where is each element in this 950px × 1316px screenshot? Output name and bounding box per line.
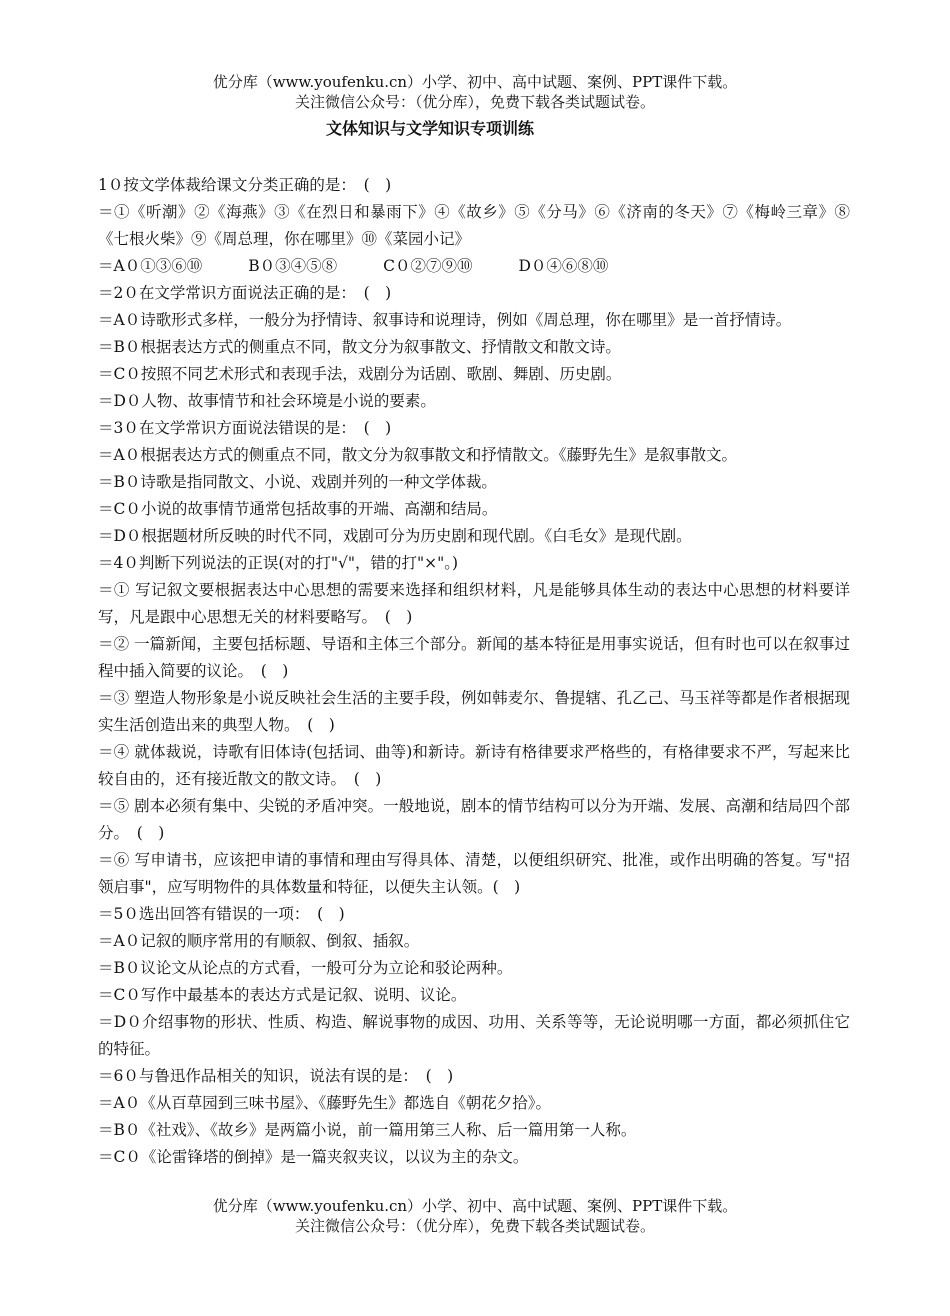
question-line: ＝4０判断下列说法的正误(对的打"√"，错的打"×"。) (98, 554, 459, 572)
question-line: ＝B０诗歌是指同散文、小说、戏剧并列的一种文学体裁。 (98, 473, 497, 491)
footer-line-2: 关注微信公众号：（优分库），免费下载各类试题试卷。 (294, 1217, 655, 1235)
question-line: ＝⑤ 剧本必须有集中、尖锐的矛盾冲突。一般地说，剧本的情节结构可以分为开端、发展、高潮和结局四个部分。 ( ) (98, 797, 850, 842)
question-line: ＝⑥ 写申请书，应该把申请的事情和理由写得具体、清楚，以便组织研究、批准，或作出明确的答复。写"招领启事"，应写明物件的具体数量和特征，以便失主认领。( ) (98, 851, 850, 896)
question-line: ＝C０按照不同艺术形式和表现手法，戏剧分为话剧、歌剧、舞剧、历史剧。 (98, 365, 622, 383)
options-row (98, 253, 850, 280)
question-line: ＝①《听潮》②《海燕》③《在烈日和暴雨下》④《故乡》⑤《分马》⑥《济南的冬天》⑦《梅岭三章》⑧《七根火柴》⑨《周总理，你在哪里》⑩《菜园小记》 (98, 203, 850, 248)
question-line: ＝C０《论雷锋塔的倒掉》是一篇夹叙夹议，以议为主的杂文。 (98, 1148, 529, 1166)
document-body (98, 172, 850, 1171)
option-b: B０③④⑤⑧ (248, 257, 338, 275)
question-line: ＝D０介绍事物的形状、性质、构造、解说事物的成因、功用、关系等等，无论说明哪一方面，都必须抓住它的特征。 (98, 1013, 850, 1058)
question-line: ＝④ 就体裁说，诗歌有旧体诗(包括词、曲等)和新诗。新诗有格律要求严格些的，有格律要求不严，写起来比较自由的，还有接近散文的散文诗。 ( ) (98, 743, 850, 788)
question-line: ＝A０诗歌形式多样，一般分为抒情诗、叙事诗和说理诗，例如《周总理，你在哪里》是一首抒情诗。 (98, 311, 792, 329)
page-footer (0, 1196, 950, 1236)
document-title: 文体知识与文学知识专项训练 (325, 119, 534, 138)
question-line: ＝C０小说的故事情节通常包括故事的开端、高潮和结局。 (98, 500, 498, 518)
page-header (0, 72, 950, 112)
question-line: ＝B０议论文从论点的方式看，一般可分为立论和驳论两种。 (98, 959, 513, 977)
footer-line-1: 优分库（www.youfenku.cn）小学、初中、高中试题、案例、PPT课件下载。 (212, 1197, 738, 1215)
header-line-2: 关注微信公众号：（优分库），免费下载各类试题试卷。 (294, 93, 655, 111)
question-line: ＝③ 塑造人物形象是小说反映社会生活的主要手段，例如韩麦尔、鲁提辖、孔乙己、马玉祥等都是作者根据现实生活创造出来的典型人物。 ( ) (98, 689, 850, 734)
question-line: ＝① 写记叙文要根据表达中心思想的需要来选择和组织材料，凡是能够具体生动的表达中心思想的材料要详写，凡是跟中心思想无关的材料要略写。 ( ) (98, 581, 850, 626)
question-line: ＝6０与鲁迅作品相关的知识，说法有误的是： ( ) (98, 1067, 454, 1085)
question-line: ＝D０根据题材所反映的时代不同，戏剧可分为历史剧和现代剧。《白毛女》是现代剧。 (98, 527, 692, 545)
question-line: ＝C０写作中最基本的表达方式是记叙、说明、议论。 (98, 986, 467, 1004)
option-d: D０④⑥⑧⑩ (518, 257, 609, 275)
question-line: ＝5０选出回答有错误的一项： ( ) (98, 905, 345, 923)
question-line: ＝A０《从百草园到三味书屋》、《藤野先生》都选自《朝花夕拾》。 (98, 1094, 551, 1112)
question-line: ＝3０在文学常识方面说法错误的是： ( ) (98, 419, 392, 437)
question-line: ＝A０记叙的顺序常用的有顺叙、倒叙、插叙。 (98, 932, 420, 950)
question-line: ＝D０人物、故事情节和社会环境是小说的要素。 (98, 392, 436, 410)
option-c: C０②⑦⑨⑩ (383, 257, 473, 275)
question-line: 1０按文学体裁给课文分类正确的是： ( ) (98, 176, 392, 194)
question-line: ＝A０根据表达方式的侧重点不同，散文分为叙事散文和抒情散文。《藤野先生》是叙事散文。 (98, 446, 737, 464)
question-line: ＝② 一篇新闻，主要包括标题、导语和主体三个部分。新闻的基本特征是用事实说话，但有时也可以在叙事过程中插入简要的议论。 ( ) (98, 635, 850, 680)
question-line: ＝B０《社戏》、《故乡》是两篇小说，前一篇用第三人称、后一篇用第一人称。 (98, 1121, 637, 1139)
header-line-1: 优分库（www.youfenku.cn）小学、初中、高中试题、案例、PPT课件下载。 (212, 73, 738, 91)
question-line: ＝2０在文学常识方面说法正确的是： ( ) (98, 284, 392, 302)
question-line: ＝B０根据表达方式的侧重点不同，散文分为叙事散文、抒情散文和散文诗。 (98, 338, 621, 356)
option-a: ＝A０①③⑥⑩ (98, 257, 203, 275)
